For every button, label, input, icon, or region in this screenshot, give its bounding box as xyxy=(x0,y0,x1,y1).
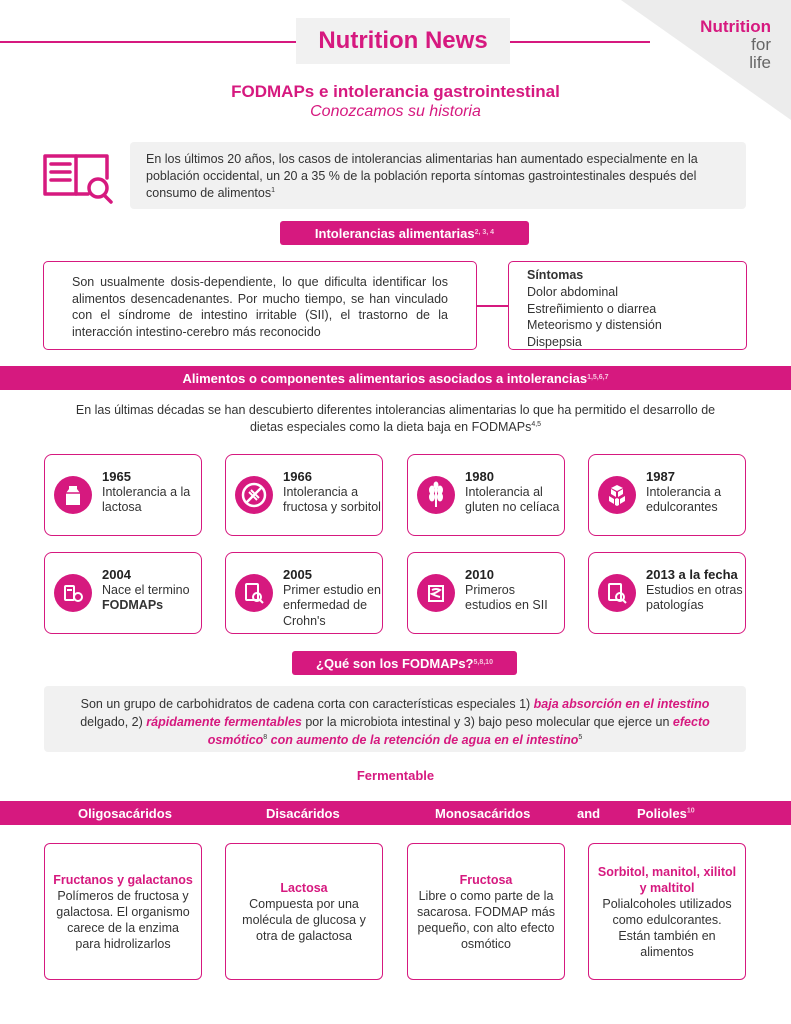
intro-panel xyxy=(130,142,746,209)
timeline-card-1987 xyxy=(588,454,746,536)
que-son-label: ¿Qué son los FODMAPs? xyxy=(316,655,474,671)
timeline-card-2005 xyxy=(225,552,383,634)
category-polioles: Polioles$^{10}$ xyxy=(637,806,695,821)
category-disacaridos: Disacáridos xyxy=(266,806,340,821)
timeline-card-1966 xyxy=(225,454,383,536)
logo-line-3: life xyxy=(749,53,771,72)
no-honey-icon xyxy=(235,476,273,514)
document-search-icon xyxy=(598,574,636,612)
timeline-text: Intolerancia a edulcorantes xyxy=(646,484,722,514)
card-text: Polialcoholes utilizados como edulcorantes. Están también en alimentos xyxy=(602,896,732,959)
logo-line-2: for xyxy=(751,35,771,54)
intro-text: En los últimos 20 años, los casos de intolerancias alimentarias han aumentado especialmente en la población occidental, un 20 a 35 % de la población reporta síntomas gastrointestinales después del consumo de alimentos xyxy=(146,152,698,200)
alimentos-band: Alimentos o componentes alimentarios asociados a intolerancias 1,5,6,7 xyxy=(0,366,791,390)
definition-part: delgado, 2) xyxy=(80,715,147,729)
timeline-card-2013 xyxy=(588,552,746,634)
card-text: Libre o como parte de la sacarosa. FODMAP más pequeño, con alto efecto osmótico xyxy=(416,888,555,951)
symptom-item: Estreñimiento o diarrea xyxy=(527,301,657,316)
intro-ref: 1 xyxy=(271,186,275,194)
timeline-text: Intolerancia a la lactosa xyxy=(102,484,191,514)
fodmap-definition-panel xyxy=(44,686,746,752)
definition-emphasis: rápidamente fermentables xyxy=(146,715,302,729)
food-items-icon xyxy=(54,574,92,612)
card-text: Compuesta por una molécula de glucosa y otra de galactosa xyxy=(242,896,366,943)
definition-part: por la microbiota intestinal y 3) bajo peso molecular que ejerce un xyxy=(301,715,673,729)
timeline-text: Estudios en otras patologías xyxy=(646,582,743,612)
card-lactosa xyxy=(225,843,383,980)
definition-part: Son un grupo de carbohidratos de cadena corta con características especiales 1) xyxy=(80,697,534,711)
intolerancias-text: Son usualmente dosis-dependiente, lo que dificulta identificar los alimentos desencadenantes. Por mucho tiempo, se han vinculado con el síndrome de intestino irritable (SII), el trastorno de la interacción intestino-cerebro más reconocido xyxy=(72,275,448,339)
brand-logo xyxy=(700,18,771,72)
timeline-year: 2004 xyxy=(102,567,131,582)
alimentos-paragraph xyxy=(40,402,751,436)
page-subtitle: Conozcamos su historia xyxy=(310,103,481,120)
card-fructosa xyxy=(407,843,565,980)
timeline-year: 1980 xyxy=(465,469,494,484)
timeline-text: Primeros estudios en SII xyxy=(465,582,548,612)
categories-band xyxy=(0,801,791,825)
fermentable-heading: Fermentable xyxy=(356,768,435,783)
newsletter-title-box xyxy=(296,18,510,64)
card-polioles xyxy=(588,843,746,980)
page-title: FODMAPs e intolerancia gastrointestinal xyxy=(231,82,560,101)
symptom-item: Dispepsia xyxy=(527,335,582,350)
symptom-item: Dolor abdominal xyxy=(527,284,619,299)
category-oligosacaridos: Oligosacáridos xyxy=(78,806,172,821)
card-title: Sorbitol, manitol, xilitol y maltitol xyxy=(597,864,737,895)
alimentos-text: En las últimas décadas se han descubierto diferentes intolerancias alimentarias lo que ha permitido el desarrollo de dietas especiales como la dieta baja en FODMAPs xyxy=(75,403,716,434)
timeline-text: Primer estudio en enfermedad de Crohn's xyxy=(283,582,381,628)
polioles-ref: 10 xyxy=(686,807,695,815)
timeline-card-2004 xyxy=(44,552,202,634)
timeline-text: Intolerancia al gluten no celíaca xyxy=(465,484,560,514)
timeline-year: 1966 xyxy=(283,469,312,484)
card-title: Fructanos y galactanos xyxy=(53,872,193,887)
newsletter-title: Nutrition News xyxy=(318,27,488,54)
intolerancias-heading: Intolerancias alimentarias 2, 3, 4 xyxy=(280,221,529,245)
symptoms-box xyxy=(508,261,747,350)
definition-ref: 8 xyxy=(263,733,268,741)
book-search-icon xyxy=(42,148,114,204)
logo-line-1: Nutrition xyxy=(700,17,771,36)
milk-carton-icon xyxy=(54,476,92,514)
definition-ref: 5 xyxy=(578,733,583,741)
card-text: Polímeros de fructosa y galactosa. El organismo carece de la enzima para hidrolizarlos xyxy=(56,888,190,951)
card-title: Fructosa xyxy=(459,872,513,887)
alimentos-text-ref: 4,5 xyxy=(531,420,542,428)
card-title: Lactosa xyxy=(280,880,328,895)
definition-emphasis: baja absorción en el intestino xyxy=(533,697,710,711)
alimentos-label: Alimentos o componentes alimentarios asociados a intolerancias xyxy=(182,370,588,386)
definition-emphasis: con aumento de la retención de agua en el intestino xyxy=(267,733,579,747)
category-and: and xyxy=(577,806,601,821)
timeline-year: 1987 xyxy=(646,469,675,484)
category-monosacaridos: Monosacáridos xyxy=(435,806,531,821)
timeline-year: 2013 a la fecha xyxy=(646,567,738,582)
timeline-year: 1965 xyxy=(102,469,131,484)
symptoms-title: Síntomas xyxy=(527,268,584,282)
timeline-card-2010 xyxy=(407,552,565,634)
definition-emphasis: efecto osmótico xyxy=(207,715,710,747)
wheat-icon xyxy=(417,476,455,514)
que-son-heading: ¿Qué son los FODMAPs? 5,8,10 xyxy=(292,651,517,675)
intolerancias-description xyxy=(43,261,477,350)
timeline-card-1965 xyxy=(44,454,202,536)
timeline-card-1980 xyxy=(407,454,565,536)
connector-line xyxy=(477,305,508,307)
timeline-year: 2005 xyxy=(283,567,312,582)
document-search-icon xyxy=(235,574,273,612)
card-fructanos xyxy=(44,843,202,980)
timeline-text: Nace el termino xyxy=(102,582,190,597)
timeline-year: 2010 xyxy=(465,567,494,582)
timeline-text: Intolerancia a fructosa y sorbitol xyxy=(283,484,381,514)
intolerancias-label: Intolerancias alimentarias xyxy=(314,225,475,241)
intestine-icon xyxy=(417,574,455,612)
timeline-bold-term: FODMAPs xyxy=(102,598,164,612)
symptom-item: Meteorismo y distensión xyxy=(527,318,662,333)
sugar-cubes-icon xyxy=(598,476,636,514)
